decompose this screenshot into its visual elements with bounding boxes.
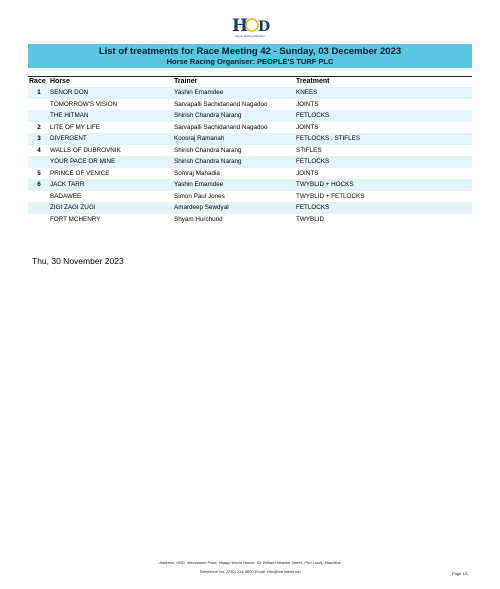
table-row [28,168,472,180]
trainer-cell: Yashin Emamdee [174,181,224,188]
horse-cell: ZIGI ZAGI ZUGI [50,204,96,211]
col-race-header: Race [29,78,46,85]
trainer-cell: Sarvapalli Sachidanand Nagadoo [174,123,268,131]
treatment-cell: JOINTS [296,123,319,131]
table-row [28,156,472,168]
svg-text:D: D [258,19,271,35]
trainer-cell: Shirish Chandra Narang [174,112,242,119]
treatments-table [28,76,472,225]
race-cell: 3 [37,135,41,142]
trainer-cell: Shirish Chandra Narang [174,158,242,165]
table-row [28,99,472,111]
table-row [28,110,472,122]
trainer-cell: Simon Paul Jones [174,192,225,200]
treatment-cell: KNEES [296,89,318,96]
table-row [28,145,472,157]
treatment-cell: FETLOCKS [296,112,330,119]
horse-cell: WALLS OF DUBROVNIK [50,146,121,154]
treatment-cell: TWYBLID + FETLOCKS [296,192,365,200]
race-cell: 6 [37,181,41,188]
race-cell [28,202,50,214]
horse-cell: PRINCE OF VENICE [50,169,110,177]
trainer-cell: Amardeep Sewdyal [174,204,229,211]
horse-logo-icon [228,14,272,36]
trainer-cell: Koosraj Ramanah [174,135,225,142]
treatment-cell: FETLOCKS , STIFLES [296,135,361,142]
organiser-subtitle: Horse Racing Organiser: PEOPLE'S TURF PLC [166,57,334,66]
horse-cell: YOUR PACE OR MINE [50,158,116,165]
trainer-cell: Sarvapalli Sachidanand Nagadoo [174,100,268,108]
table-row [28,179,472,191]
race-cell: 2 [37,123,41,131]
race-cell [28,110,50,122]
print-date: Thu, 30 November 2023 [32,256,124,266]
header-banner [28,44,472,68]
horse-cell: SENOR DON [50,89,89,96]
table-header [28,77,472,87]
horse-cell: BADAWEE [50,192,82,200]
trainer-cell: Somraj Mahadia [174,169,220,177]
table-row [28,214,472,226]
race-cell [28,156,50,168]
treatment-cell: TWYBLID + HOCKS [296,181,354,188]
race-cell: 5 [37,169,41,177]
race-cell [28,191,50,203]
col-trainer-header: Trainer [174,78,198,85]
footer-telephone: Telephone No: (230) 214 9800 Email: info@hrd.intnet.mu [199,569,301,574]
horse-cell: FORT MCHENRY [50,215,101,223]
race-cell [28,99,50,111]
treatment-cell: FETLOCKS [296,158,330,165]
treatment-cell: STIFLES [296,146,322,154]
horse-cell: THE HITMAN [50,112,89,119]
svg-text:H: H [232,16,249,36]
race-cell [28,214,50,226]
table-row [28,133,472,145]
trainer-cell: Shirish Chandra Narang [174,146,242,154]
trainer-cell: Shyam Hurchund [174,215,223,223]
horse-cell: LITE OF MY LIFE [50,123,100,131]
treatment-cell: JOINTS [296,169,319,177]
hrd-logo [228,14,272,46]
page-title: List of treatments for Race Meeting 42 - Sunday, 03 December 2023 [98,46,402,57]
treatment-cell: JOINTS [296,100,319,108]
page-number: Page 1/1 [451,571,468,576]
table-row [28,122,472,134]
table-row [28,202,472,214]
logo-caption: Horse Racing Division [235,34,265,38]
table-row [28,87,472,99]
horse-cell: JACK TARR [50,181,85,188]
col-horse-header: Horse [50,78,70,85]
horse-cell: TOMORROW'S VISION [50,100,118,108]
treatment-cell: TWYBLID [296,215,324,223]
horse-cell: DIVERGENT [50,135,87,142]
footer-address: Address: HRD, Mezzanine Floor, Happy World House, Sir William Newton Street, Port Louis, Mauritius [159,560,341,565]
page-footer [0,560,500,574]
treatment-cell: FETLOCKS [296,204,330,211]
col-treatment-header: Treatment [296,78,330,85]
race-cell: 4 [37,146,41,154]
table-row [28,191,472,203]
race-cell: 1 [37,89,41,96]
trainer-cell: Yashin Emamdee [174,89,224,96]
